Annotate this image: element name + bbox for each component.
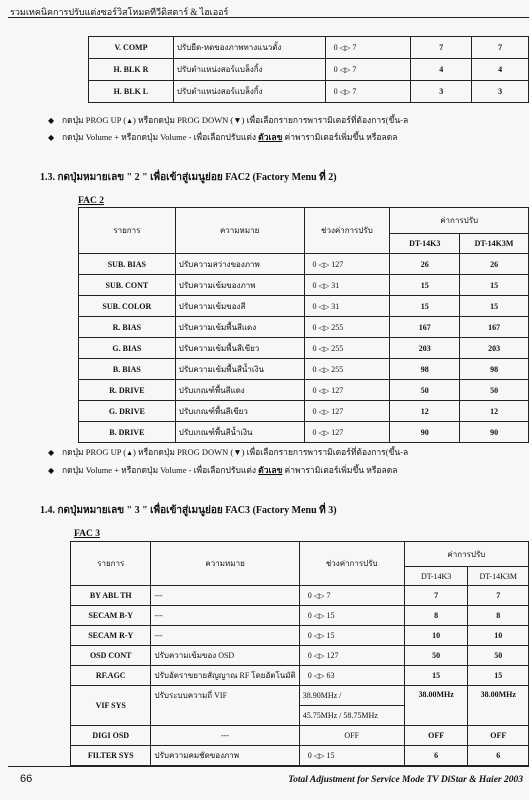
range-arrows-icon: ◁▷ bbox=[339, 66, 351, 74]
param-name: SUB. CONT bbox=[79, 275, 176, 296]
bullet-symbol: ◆ bbox=[48, 133, 55, 142]
range-arrows-icon: ◁▷ bbox=[318, 365, 330, 374]
range-arrows-icon: ◁▷ bbox=[313, 752, 325, 760]
param-name: BY ABL TH bbox=[71, 586, 151, 606]
param-range: 0 ◁▷ 255 bbox=[304, 338, 390, 359]
col-header-range: ช่วงค่าการปรับ bbox=[299, 542, 404, 586]
param-meaning: ปรับความเข้มพื้นสีเขียว bbox=[175, 338, 304, 359]
param-name: R. BIAS bbox=[79, 317, 176, 338]
range-arrows-icon: ◁▷ bbox=[313, 672, 325, 680]
value-model-1: 3 bbox=[411, 81, 472, 103]
table-row bbox=[71, 626, 529, 646]
range-arrows-icon: ◁▷ bbox=[318, 407, 330, 416]
running-header: รวมเทคนิคการปรับแต่งซอร์วิสโหมดทีวีดิสตาร์ & ไฮเออร์ bbox=[10, 7, 229, 17]
param-range: 0 ◁▷ 127 bbox=[299, 646, 404, 666]
value-model-2: 50 bbox=[468, 646, 529, 666]
param-range: 0 ◁▷ 31 bbox=[304, 275, 390, 296]
param-meaning: --- bbox=[151, 586, 299, 606]
table-row: FILTER SYS ปรับความคมชัดของภาพ 0 ◁▷ 15 6 6 bbox=[71, 746, 529, 766]
table-label-fac3: FAC 3 bbox=[74, 529, 100, 539]
param-name: G. BIAS bbox=[79, 338, 176, 359]
param-range: 0 ◁▷ 63 bbox=[299, 666, 404, 686]
value-model-1: 90 bbox=[390, 422, 460, 443]
col-header-meaning: ความหมาย bbox=[151, 542, 299, 586]
page-number: 66 bbox=[20, 773, 33, 785]
table-row bbox=[71, 646, 529, 666]
range-line-1: 38.90MHz / bbox=[300, 686, 404, 706]
value-model-1: 98 bbox=[390, 359, 460, 380]
value-model-2: 203 bbox=[460, 338, 529, 359]
col-header-item: รายการ bbox=[71, 542, 151, 586]
table-row bbox=[79, 317, 529, 338]
param-name: SECAM R-Y bbox=[71, 626, 151, 646]
value-model-1: 15 bbox=[404, 666, 468, 686]
param-range: 0 ◁▷ 15 bbox=[299, 606, 404, 626]
param-name: R. DRIVE bbox=[79, 380, 176, 401]
value-model-1: 7 bbox=[404, 586, 468, 606]
table-row: VIF SYS ปรับระบบความถี่ VIF 38.90MHz / 45.75MHz / 58.75MHz 38.00MHz 38.00MHz bbox=[71, 686, 529, 726]
arrow-up-icon: ▲ bbox=[126, 117, 134, 125]
value-model-2: 8 bbox=[468, 606, 529, 626]
range-arrows-icon: ◁▷ bbox=[318, 386, 330, 395]
table-row bbox=[79, 254, 529, 275]
col-header-adjust: ค่าการปรับ bbox=[404, 542, 528, 567]
value-model-1: 50 bbox=[404, 646, 468, 666]
param-meaning: --- bbox=[151, 606, 299, 626]
param-meaning: ปรับความเข้มของ OSD bbox=[151, 646, 299, 666]
value-model-2: 167 bbox=[460, 317, 529, 338]
param-meaning: ปรับเกณฑ์พื้นสีแดง bbox=[175, 380, 304, 401]
bullet-symbol: ◆ bbox=[48, 116, 55, 125]
param-name: OSD CONT bbox=[71, 646, 151, 666]
table-row bbox=[79, 359, 529, 380]
param-range: 0 ◁▷ 255 bbox=[304, 317, 390, 338]
value-model-1: 8 bbox=[404, 606, 468, 626]
param-range: 0 ◁▷ 31 bbox=[304, 296, 390, 317]
value-model-1: 50 bbox=[390, 380, 460, 401]
section-heading-fac3: 1.4. กดปุ่มหมายเลข " 3 " เพื่อเข้าสู่เมนูย่อย FAC3 (Factory Menu ที่ 3) bbox=[40, 505, 337, 516]
bullet-vol-1: ◆ กดปุ่ม Volume + หรือกดปุ่ม Volume - เพื่อเลือกปรับแต่ง ตัวเลข ค่าพารามิเตอร์เพิ่มขึ้น หรือลดล bbox=[48, 132, 398, 142]
param-name: G. DRIVE bbox=[79, 401, 176, 422]
value-model-1: 26 bbox=[390, 254, 460, 275]
value-model-2: 7 bbox=[472, 37, 529, 59]
table-row bbox=[71, 586, 529, 606]
param-range: 0 ◁▷ 255 bbox=[304, 359, 390, 380]
table-row bbox=[71, 666, 529, 686]
value-model-1: 12 bbox=[390, 401, 460, 422]
col-header-item: รายการ bbox=[79, 208, 176, 254]
range-arrows-icon: ◁▷ bbox=[318, 260, 330, 269]
param-meaning: ปรับตำแหน่งสอร์แบล็งกิ้ง bbox=[173, 81, 325, 103]
value-model-2: 98 bbox=[460, 359, 529, 380]
value-model-2: 26 bbox=[460, 254, 529, 275]
param-meaning: --- bbox=[151, 626, 299, 646]
param-meaning: ปรับความเข้มของภาพ bbox=[175, 275, 304, 296]
range-arrows-icon: ◁▷ bbox=[318, 302, 330, 311]
bullet-symbol: ◆ bbox=[48, 448, 55, 457]
footer-rule bbox=[8, 766, 529, 767]
table-row bbox=[89, 59, 529, 81]
col-header-adjust: ค่าการปรับ bbox=[390, 208, 529, 234]
param-range: 0 ◁▷ 127 bbox=[304, 422, 390, 443]
range-arrows-icon: ◁▷ bbox=[313, 632, 325, 640]
col-header-range: ช่วงค่าการปรับ bbox=[304, 208, 390, 254]
value-model-1: 15 bbox=[390, 275, 460, 296]
section-heading-fac2: 1.3. กดปุ่มหมายเลข " 2 " เพื่อเข้าสู่เมนูย่อย FAC2 (Factory Menu ที่ 2) bbox=[40, 172, 337, 183]
range-line-2: 45.75MHz / 58.75MHz bbox=[302, 711, 378, 720]
value-model-1: 15 bbox=[390, 296, 460, 317]
value-model-1: 4 bbox=[411, 59, 472, 81]
col-header-model-2: DT-14K3M bbox=[468, 567, 529, 586]
range-arrows-icon: ◁▷ bbox=[313, 612, 325, 620]
param-meaning: ปรับความสว่างของภาพ bbox=[175, 254, 304, 275]
value-model-1: 10 bbox=[404, 626, 468, 646]
table-fac2 bbox=[78, 207, 529, 443]
param-name: H. BLK R bbox=[89, 59, 174, 81]
table-row bbox=[79, 380, 529, 401]
table-row bbox=[89, 81, 529, 103]
table-row bbox=[79, 338, 529, 359]
col-header-meaning: ความหมาย bbox=[175, 208, 304, 254]
range-arrows-icon: ◁▷ bbox=[313, 652, 325, 660]
col-header-model-1: DT-14K3 bbox=[390, 234, 460, 254]
param-meaning: ปรับความเข้มพื้นสีน้ำเงิน bbox=[175, 359, 304, 380]
param-name: B. BIAS bbox=[79, 359, 176, 380]
bullet-prog-1: ◆ กดปุ่ม PROG UP (▲) หรือกดปุ่ม PROG DOWN (▼) เพื่อเลือกรายการพารามิเตอร์ที่ต้องการ(ขึ้น-ล bbox=[48, 115, 409, 125]
param-range: 0 ◁▷ 15 bbox=[299, 626, 404, 646]
table-row bbox=[79, 401, 529, 422]
col-header-model-1: DT-14K3 bbox=[404, 567, 468, 586]
bullet-prog-2: ◆ กดปุ่ม PROG UP (▲) หรือกดปุ่ม PROG DOWN (▼) เพื่อเลือกรายการพารามิเตอร์ที่ต้องการ(ขึ้น-ล bbox=[48, 447, 409, 457]
param-name: B. DRIVE bbox=[79, 422, 176, 443]
range-arrows-icon: ◁▷ bbox=[318, 428, 330, 437]
value-model-2: 50 bbox=[460, 380, 529, 401]
param-meaning: ปรับตำแหน่งสอร์แบล็งกิ้ง bbox=[173, 59, 325, 81]
table-row bbox=[79, 296, 529, 317]
param-name: RF.AGC bbox=[71, 666, 151, 686]
value-model-2: 90 bbox=[460, 422, 529, 443]
header-rule bbox=[8, 17, 529, 18]
param-meaning: ปรับเกณฑ์พื้นสีเขียว bbox=[175, 401, 304, 422]
range-arrows-icon: ◁▷ bbox=[318, 323, 330, 332]
table-fac3 bbox=[70, 541, 529, 766]
param-range: 0 ◁▷ 7 bbox=[299, 586, 404, 606]
value-model-1: 7 bbox=[411, 37, 472, 59]
value-model-2: 4 bbox=[472, 59, 529, 81]
param-range: 0 ◁▷ 7 bbox=[325, 81, 411, 103]
col-header-model-2: DT-14K3M bbox=[460, 234, 529, 254]
table-row bbox=[79, 422, 529, 443]
param-meaning: ปรับความเข้มของสี bbox=[175, 296, 304, 317]
value-model-2: 15 bbox=[460, 296, 529, 317]
param-name: SECAM B-Y bbox=[71, 606, 151, 626]
value-model-2: 15 bbox=[460, 275, 529, 296]
param-range: 0 ◁▷ 127 bbox=[304, 254, 390, 275]
table-row bbox=[79, 275, 529, 296]
param-name: H. BLK L bbox=[89, 81, 174, 103]
range-arrows-icon: ◁▷ bbox=[313, 592, 325, 600]
value-model-2: 3 bbox=[472, 81, 529, 103]
arrow-up-icon: ▲ bbox=[126, 449, 134, 457]
param-range: 0 ◁▷ 7 bbox=[325, 37, 411, 59]
value-model-2: 12 bbox=[460, 401, 529, 422]
bullet-vol-2: ◆ กดปุ่ม Volume + หรือกดปุ่ม Volume - เพื่อเลือกปรับแต่ง ตัวเลข ค่าพารามิเตอร์เพิ่มขึ้น หรือลดล bbox=[48, 465, 398, 475]
value-model-1: 203 bbox=[390, 338, 460, 359]
value-model-2: 10 bbox=[468, 626, 529, 646]
param-range: 0 ◁▷ 7 bbox=[325, 59, 411, 81]
table-row bbox=[89, 37, 529, 59]
param-name: V. COMP bbox=[89, 37, 174, 59]
value-model-2: 7 bbox=[468, 586, 529, 606]
param-name: SUB. COLOR bbox=[79, 296, 176, 317]
param-meaning: ปรับอัตราขยายสัญญาณ RF โดยอัตโนมัติ bbox=[151, 666, 299, 686]
range-arrows-icon: ◁▷ bbox=[318, 344, 330, 353]
table-row bbox=[71, 606, 529, 626]
value-model-1: 167 bbox=[390, 317, 460, 338]
param-name: SUB. BIAS bbox=[79, 254, 176, 275]
footer-text: Total Adjustment for Service Mode TV DiStar & Haier 2003 bbox=[288, 775, 523, 785]
range-arrows-icon: ◁▷ bbox=[339, 88, 351, 96]
param-range: 0 ◁▷ 127 bbox=[304, 380, 390, 401]
table-fac1-continued bbox=[88, 36, 529, 103]
param-range: 0 ◁▷ 127 bbox=[304, 401, 390, 422]
table-row: DIGI OSD --- OFF OFF OFF bbox=[71, 726, 529, 746]
range-arrows-icon: ◁▷ bbox=[339, 44, 351, 52]
range-arrows-icon: ◁▷ bbox=[318, 281, 330, 290]
table-label-fac2: FAC 2 bbox=[78, 196, 104, 206]
value-model-2: 15 bbox=[468, 666, 529, 686]
param-meaning: ปรับยืด-หดของภาพทางแนวตั้ง bbox=[173, 37, 325, 59]
param-meaning: ปรับความเข้มพื้นสีแดง bbox=[175, 317, 304, 338]
param-meaning: ปรับเกณฑ์พื้นสีน้ำเงิน bbox=[175, 422, 304, 443]
bullet-symbol: ◆ bbox=[48, 466, 55, 475]
